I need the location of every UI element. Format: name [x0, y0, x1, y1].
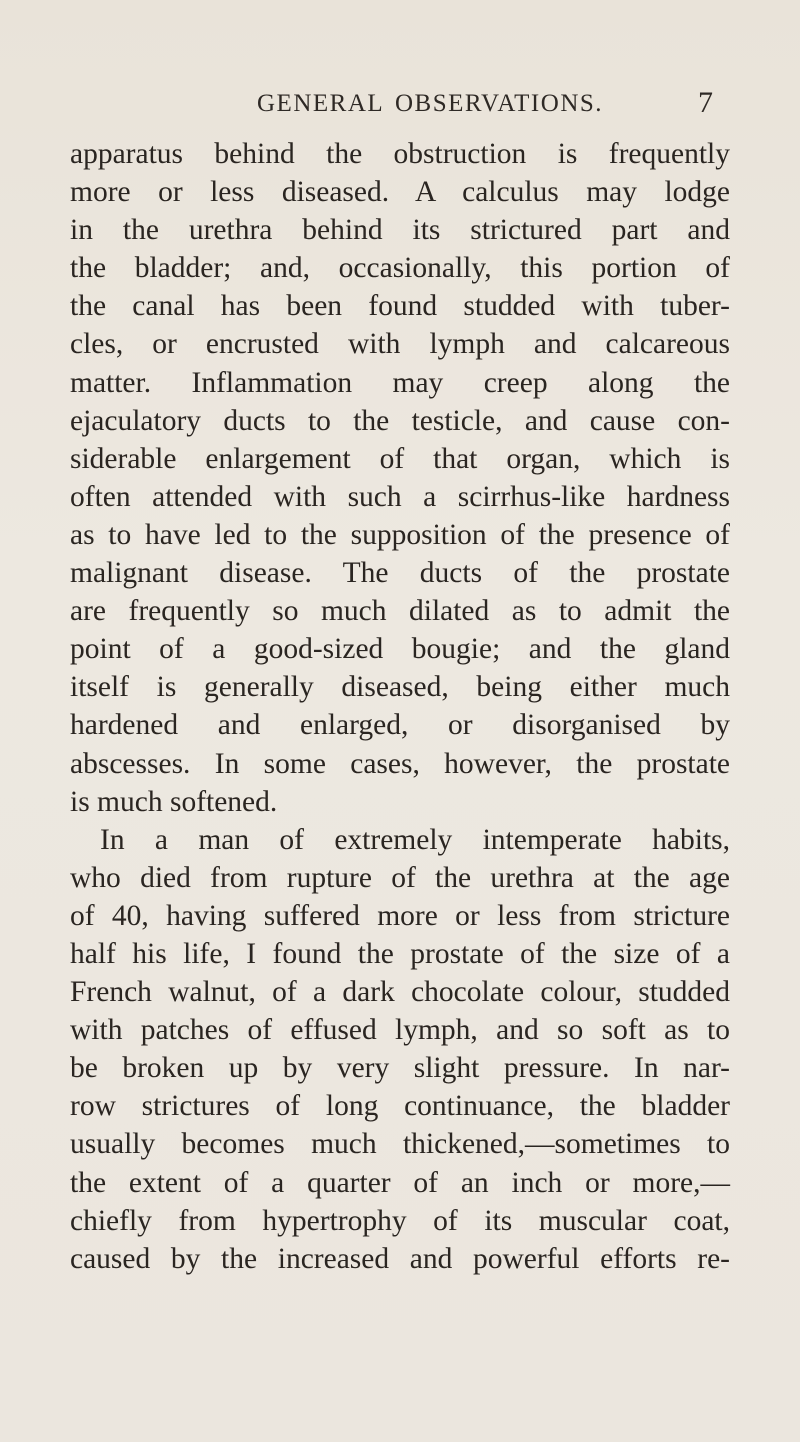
- text-line: itself is generally diseased, being either much: [70, 671, 730, 704]
- text-line: ejaculatory ducts to the testicle, and cause con-: [70, 404, 730, 437]
- text-line: often attended with such a scirrhus-like hardness: [70, 480, 730, 513]
- running-head: GENERAL OBSERVATIONS.: [257, 90, 604, 117]
- text-line: the canal has been found studded with tuber-: [70, 290, 730, 323]
- text-line: of 40, having suffered more or less from stricture: [70, 899, 730, 932]
- text-line: cles, or encrusted with lymph and calcareous: [70, 328, 730, 361]
- text-line: malignant disease. The ducts of the prostate: [70, 557, 730, 590]
- text-line: point of a good-sized bougie; and the gland: [70, 633, 730, 666]
- text-line: siderable enlargement of that organ, which is: [70, 442, 730, 475]
- paragraph-first-line: In a man of extremely intemperate habits,: [100, 823, 730, 856]
- text-line: caused by the increased and powerful efforts re-: [70, 1242, 730, 1275]
- text-line: as to have led to the supposition of the presence of: [70, 518, 730, 551]
- text-line: apparatus behind the obstruction is frequently: [70, 138, 730, 170]
- text-line: with patches of effused lymph, and so soft as to: [70, 1014, 730, 1047]
- text-line: the extent of a quarter of an inch or more,—: [70, 1166, 730, 1199]
- text-line: half his life, I found the prostate of the size of a: [70, 937, 730, 970]
- text-line: hardened and enlarged, or disorganised by: [70, 709, 730, 742]
- text-line: in the urethra behind its strictured part and: [70, 214, 730, 247]
- text-line: be broken up by very slight pressure. In nar-: [70, 1052, 730, 1085]
- text-line: row strictures of long continuance, the bladder: [70, 1090, 730, 1123]
- body-text: [70, 135, 730, 1278]
- text-line: French walnut, of a dark chocolate colour, studded: [70, 976, 730, 1009]
- text-line: chiefly from hypertrophy of its muscular coat,: [70, 1204, 730, 1237]
- text-line: are frequently so much dilated as to admit the: [70, 595, 730, 628]
- text-line: the bladder; and, occasionally, this portion of: [70, 252, 730, 285]
- text-line: usually becomes much thickened,—sometimes to: [70, 1128, 730, 1161]
- paragraph-last-line: is much softened.: [70, 785, 278, 818]
- page-number: 7: [698, 86, 713, 119]
- text-line: abscesses. In some cases, however, the prostate: [70, 747, 730, 780]
- text-line: more or less diseased. A calculus may lodge: [70, 176, 730, 209]
- text-line: who died from rupture of the urethra at the age: [70, 861, 730, 894]
- text-line: matter. Inflammation may creep along the: [70, 366, 730, 399]
